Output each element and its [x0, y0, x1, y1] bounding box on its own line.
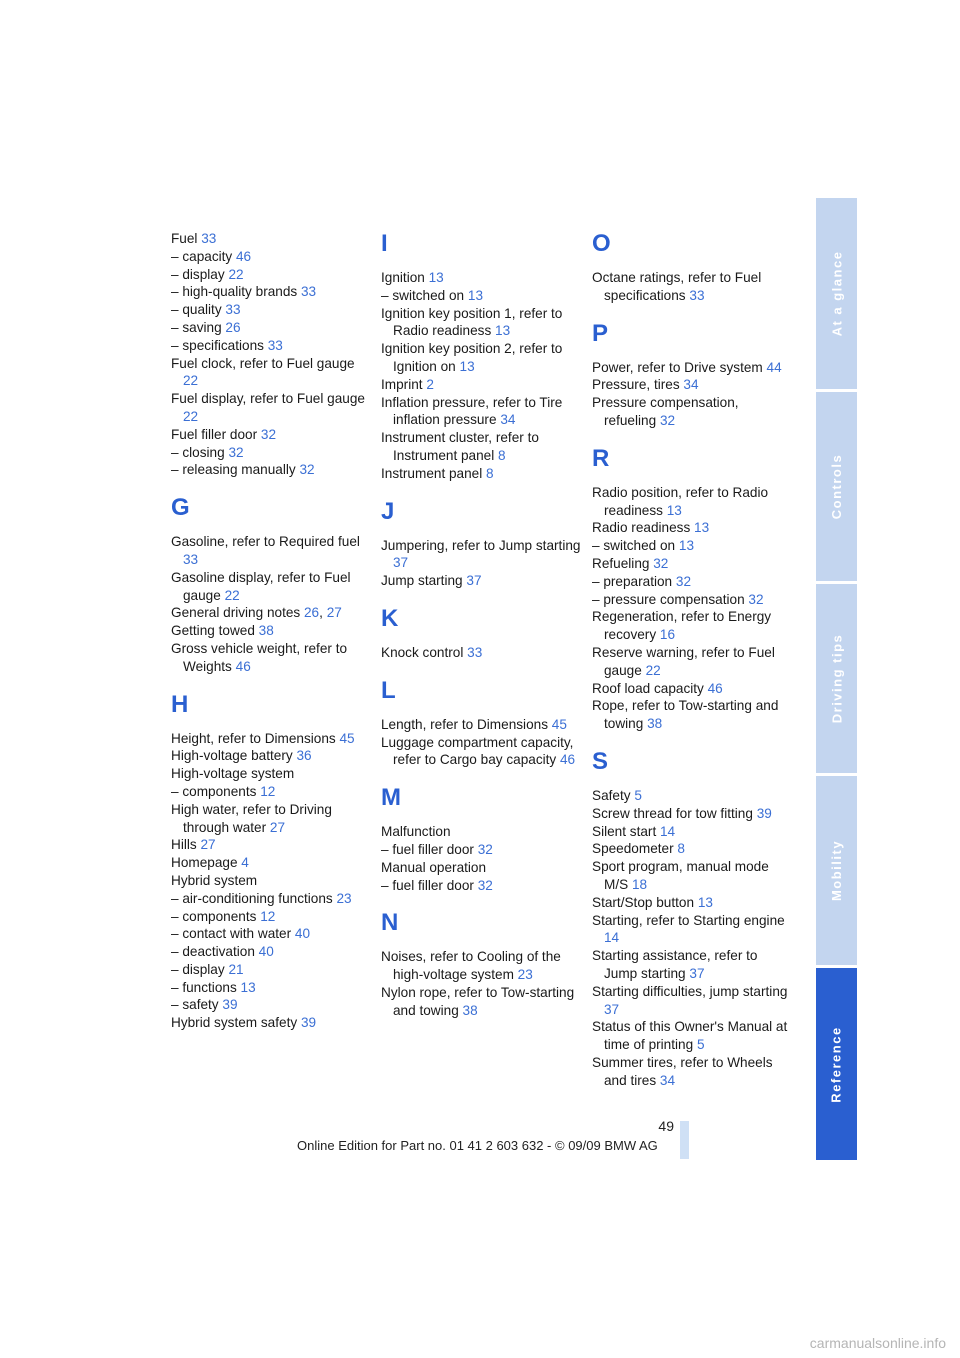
index-entry — [171, 248, 371, 266]
page-link[interactable]: 26 — [304, 605, 320, 621]
index-entry — [592, 1018, 792, 1054]
index-entry-text: Roof load capacity — [592, 680, 704, 696]
index-entry — [171, 569, 371, 605]
index-entry-text: Malfunction — [381, 824, 451, 840]
page-link[interactable]: 46 — [235, 658, 251, 674]
index-entry-text: – functions — [171, 979, 237, 995]
index-entry-text: – air-conditioning functions — [171, 890, 333, 906]
index-entry — [381, 429, 581, 465]
page-link[interactable]: 32 — [299, 462, 315, 478]
index-entry-text: Starting, refer to Starting engine — [592, 912, 785, 928]
index-entry-text: – high-quality brands — [171, 284, 298, 300]
page-link[interactable]: 44 — [766, 359, 782, 375]
page-link[interactable]: 33 — [183, 551, 199, 567]
index-entry-text: Height, refer to Dimensions — [171, 730, 336, 746]
index-letter-heading: G — [171, 494, 190, 522]
sidebar-tab-at-a-glance[interactable] — [816, 198, 857, 389]
index-entry — [592, 805, 792, 823]
page-link[interactable]: 33 — [467, 644, 483, 660]
index-entry-text: Starting difficulties, jump starting — [592, 983, 788, 999]
page-link[interactable]: 36 — [296, 748, 312, 764]
index-entry-text: Getting towed — [171, 623, 255, 639]
index-entry — [171, 640, 371, 676]
page-link[interactable]: 22 — [228, 266, 244, 282]
page-link[interactable]: 27 — [200, 837, 216, 853]
index-entry — [171, 355, 371, 391]
index-entry — [381, 269, 581, 287]
index-entry — [381, 859, 581, 877]
index-entry — [171, 836, 371, 854]
page-number: 49 — [658, 1118, 674, 1134]
index-entry — [171, 1014, 371, 1032]
index-entry-text: Sport program, manual mode M/S — [592, 859, 769, 892]
page-link[interactable]: 13 — [428, 270, 444, 285]
index-entry — [171, 925, 371, 943]
index-entry — [171, 747, 371, 765]
index-entry — [592, 269, 792, 305]
watermark: carmanualsonline.info — [809, 1335, 946, 1351]
index-entry — [171, 943, 371, 961]
index-entry — [381, 644, 581, 662]
sidebar-tab-label: At a glance — [829, 250, 845, 337]
page-link[interactable]: 37 — [604, 1001, 620, 1017]
index-entry — [381, 572, 581, 590]
page-link[interactable]: 8 — [498, 447, 506, 463]
index-entry-text: Ignition — [381, 270, 425, 285]
page-link[interactable]: 23 — [517, 967, 533, 983]
index-entry — [171, 996, 371, 1014]
index-column-2 — [381, 230, 581, 1020]
page-link[interactable]: 13 — [467, 287, 484, 303]
page-link[interactable]: 13 — [666, 502, 682, 518]
index-entry-text: – switched on — [381, 287, 465, 303]
index-entry — [592, 840, 792, 858]
page-link[interactable]: 16 — [659, 627, 676, 643]
page-link[interactable]: 23 — [336, 890, 352, 906]
index-entry — [171, 783, 371, 801]
index-entry-text: – safety — [171, 997, 219, 1013]
page-link[interactable]: 27 — [326, 605, 342, 621]
index-entry-text: – switched on — [592, 538, 676, 554]
index-entry — [171, 533, 371, 569]
index-letter-heading: L — [381, 676, 396, 704]
index-entry — [381, 394, 581, 430]
index-entry-text: Imprint — [381, 376, 423, 392]
index-letter-heading: P — [592, 319, 609, 347]
page-link[interactable]: 39 — [222, 997, 238, 1013]
index-entry — [171, 730, 371, 748]
page-link[interactable]: 22 — [224, 587, 240, 603]
index-entry — [592, 912, 792, 948]
index-entry-text: – releasing manually — [171, 462, 296, 478]
index-entry: General driving notes 26, 27 — [171, 605, 342, 621]
page-link[interactable]: 46 — [236, 248, 252, 264]
index-entry-text: Luggage compartment capacity, refer to Cargo bay capacity — [381, 734, 574, 768]
page-link[interactable]: 45 — [339, 730, 355, 746]
page-link[interactable]: 33 — [201, 231, 217, 246]
index-entry — [171, 266, 371, 284]
index-entry-text: Ignition key position 1, refer to Radio readiness — [381, 305, 563, 339]
index-entry-text: Power, refer to Drive system — [592, 359, 763, 375]
index-entry-text: High-voltage battery — [171, 748, 293, 764]
page-link[interactable]: 13 — [678, 538, 695, 554]
index-entry — [592, 644, 792, 680]
index-entry — [592, 394, 792, 430]
index-entry — [171, 890, 371, 908]
index-entry-text: Gross vehicle weight, refer to Weights — [171, 640, 348, 674]
index-entry-text: – components — [171, 908, 257, 924]
index-entry-text: Hybrid system safety — [171, 1015, 298, 1031]
index-entry — [171, 301, 371, 319]
index-entry-text: Inflation pressure, refer to Tire inflation pressure — [381, 394, 563, 428]
index-entry — [592, 947, 792, 983]
page-link[interactable]: 34 — [683, 377, 699, 393]
index-entry-text: Octane ratings, refer to Fuel specifications — [592, 270, 762, 303]
index-entry-text: Knock control — [381, 644, 464, 660]
index-entry-text: Jumpering, refer to Jump starting — [381, 537, 581, 553]
index-entry-text: Hills — [171, 837, 197, 853]
index-entry-text: Radio position, refer to Radio readiness — [592, 484, 769, 518]
page-link[interactable]: 26 — [225, 319, 241, 335]
index-column-3 — [592, 230, 792, 1089]
index-entry-text: Silent start — [592, 823, 657, 839]
page-link[interactable]: 38 — [647, 716, 663, 732]
index-letter-heading: H — [171, 690, 189, 718]
index-entry-text: – closing — [171, 444, 225, 460]
footer-accent-bar — [680, 1121, 689, 1159]
index-entry — [592, 537, 792, 555]
page-link[interactable]: 45 — [551, 716, 567, 732]
index-entry — [592, 787, 792, 805]
index-entry — [381, 716, 581, 734]
page-link[interactable]: 33 — [689, 287, 705, 303]
page-link[interactable]: 8 — [486, 465, 494, 481]
index-entry-text: Start/Stop button — [592, 894, 695, 910]
index-entry-text: Instrument cluster, refer to Instrument panel — [381, 430, 539, 463]
index-letter-heading: R — [592, 444, 610, 472]
page-link[interactable]: 13 — [459, 358, 475, 374]
index-entry — [171, 961, 371, 979]
index-entry-text: Gasoline, refer to Required fuel — [171, 534, 360, 550]
index-entry-text: Summer tires, refer to Wheels and tires — [592, 1054, 773, 1088]
page-link[interactable]: 34 — [659, 1072, 676, 1088]
index-entry — [592, 555, 792, 573]
index-letter-heading: N — [381, 909, 399, 937]
page-link[interactable]: 13 — [495, 323, 511, 339]
index-letter-heading: S — [592, 747, 609, 775]
index-entry — [171, 622, 371, 640]
index-entry — [592, 680, 792, 698]
index-entry-text: – display — [171, 266, 225, 282]
index-entry — [592, 573, 792, 591]
page-link[interactable]: 22 — [645, 662, 661, 678]
index-entry-text: Hybrid system — [171, 872, 258, 888]
index-entry-text: Speedometer — [592, 841, 674, 857]
page-link[interactable]: 46 — [707, 680, 723, 696]
index-entry — [171, 801, 371, 837]
index-entry-text: – contact with water — [171, 926, 292, 942]
index-entry-text: Homepage — [171, 855, 238, 871]
index-entry — [592, 894, 792, 912]
index-entry-text: High water, refer to Driving through water — [171, 801, 332, 835]
sidebar-tab-mobility[interactable] — [816, 776, 857, 965]
index-entry-text: – saving — [171, 319, 222, 335]
index-entry-text: Safety — [592, 787, 631, 803]
index-entry-text: High-voltage system — [171, 766, 295, 782]
sidebar-tab-label: Driving tips — [829, 633, 845, 724]
index-letter-heading: K — [381, 604, 399, 632]
index-entry — [171, 765, 371, 783]
page-link[interactable]: 5 — [634, 787, 642, 803]
page-link[interactable]: 32 — [653, 555, 669, 571]
index-entry — [592, 1054, 792, 1090]
index-entry-text: – fuel filler door — [381, 841, 474, 857]
index-entry — [381, 948, 581, 984]
index-entry-text: Fuel display, refer to Fuel gauge — [171, 391, 365, 407]
page-link[interactable]: 4 — [241, 855, 249, 871]
index-entry — [381, 537, 581, 573]
index-entry-text: – components — [171, 783, 257, 799]
index-entry — [592, 697, 792, 733]
index-letter-heading: J — [381, 497, 395, 525]
page-link[interactable]: 32 — [477, 841, 493, 857]
index-entry-text: – specifications — [171, 337, 264, 353]
index-entry-text: – quality — [171, 302, 222, 318]
index-entry-text: Rope, refer to Tow-starting and towing — [592, 698, 779, 732]
index-entry-text: – deactivation — [171, 944, 255, 960]
index-entry-text: General driving notes — [171, 605, 301, 621]
index-entry-text: – fuel filler door — [381, 877, 474, 893]
index-entry — [381, 877, 581, 895]
index-entry — [171, 390, 371, 426]
index-letter-heading: O — [592, 230, 611, 257]
index-entry — [381, 305, 581, 341]
sidebar-tab-label: Reference — [829, 1025, 844, 1103]
index-entry — [381, 734, 581, 770]
page-link[interactable]: 37 — [689, 965, 705, 981]
index-entry-text: Pressure compensation, refueling — [592, 395, 739, 428]
index-entry-text: – capacity — [171, 248, 233, 264]
page-link[interactable]: 13 — [697, 894, 713, 910]
page-link[interactable]: 38 — [462, 1002, 478, 1018]
index-column-1 — [171, 230, 371, 1032]
page-link[interactable]: 22 — [183, 373, 199, 389]
page-link[interactable]: 32 — [477, 877, 493, 893]
index-entry — [592, 858, 792, 894]
page-link[interactable]: 37 — [393, 555, 409, 571]
index-entry-text: Length, refer to Dimensions — [381, 716, 548, 732]
index-letter-heading: M — [381, 784, 401, 812]
page-link[interactable]: 33 — [300, 284, 317, 300]
index-entry-text: Fuel — [171, 231, 198, 246]
page-link[interactable]: 40 — [258, 944, 274, 960]
index-entry-text: Ignition key position 2, refer to Ignition on — [381, 341, 563, 374]
index-entry-text: Status of this Owner's Manual at time of printing — [592, 1019, 788, 1053]
page-link[interactable]: 38 — [258, 623, 274, 639]
page-link[interactable]: 32 — [675, 573, 692, 589]
page-link[interactable]: 32 — [748, 591, 764, 607]
index-entry — [171, 908, 371, 926]
index-entry-text: Regeneration, refer to Energy recovery — [592, 609, 772, 643]
index-entry-text: – pressure compensation — [592, 591, 745, 607]
page-link[interactable]: 2 — [426, 376, 434, 392]
page-link[interactable]: 39 — [300, 1015, 317, 1031]
index-entry-text: Screw thread for tow fitting — [592, 805, 753, 821]
page-link[interactable]: 12 — [260, 908, 276, 924]
index-entry — [171, 444, 371, 462]
page-link[interactable]: 32 — [260, 426, 277, 442]
page-link[interactable]: 37 — [466, 573, 482, 589]
page-link[interactable]: 13 — [694, 520, 710, 536]
page-link[interactable]: 13 — [240, 979, 256, 995]
index-entry — [171, 337, 371, 355]
page-link[interactable]: 21 — [228, 961, 244, 977]
index-entry — [592, 983, 792, 1019]
page-link[interactable]: 14 — [604, 930, 620, 946]
page-link[interactable]: 22 — [183, 408, 199, 424]
index-entry — [381, 841, 581, 859]
index-entry — [171, 283, 371, 301]
index-entry-text: Gasoline display, refer to Fuel gauge — [171, 569, 351, 603]
index-entry-text: Noises, refer to Cooling of the high-voltage system — [381, 949, 561, 983]
index-entry — [171, 461, 371, 479]
index-entry-text: – preparation — [592, 573, 673, 589]
index-entry — [592, 591, 792, 609]
page-link[interactable]: 32 — [659, 412, 676, 428]
page-link[interactable]: 14 — [660, 823, 676, 839]
page-link[interactable]: 5 — [696, 1037, 705, 1053]
sidebar-tab-reference[interactable] — [816, 968, 857, 1160]
sidebar-tab-label: Mobility — [829, 839, 845, 902]
index-entry-text: Radio readiness — [592, 520, 691, 536]
index-entry-text: Reserve warning, refer to Fuel gauge — [592, 644, 775, 678]
sidebar-tab-controls[interactable] — [816, 392, 857, 581]
page-link[interactable]: 33 — [267, 337, 283, 353]
page-link[interactable]: 39 — [756, 805, 772, 821]
index-letter-heading: I — [381, 230, 388, 257]
index-entry — [381, 340, 581, 376]
index-entry-text: Instrument panel — [381, 465, 483, 481]
index-entry — [171, 319, 371, 337]
index-entry-text: Nylon rope, refer to Tow-starting and towing — [381, 984, 575, 1018]
page-link[interactable]: 46 — [560, 752, 576, 768]
page-link[interactable]: 40 — [294, 926, 311, 942]
index-entry — [171, 230, 371, 248]
sidebar-tab-label: Controls — [829, 453, 845, 520]
page-link[interactable]: 18 — [631, 876, 648, 892]
index-entry — [592, 376, 792, 394]
page-link[interactable]: 33 — [225, 302, 241, 318]
index-entry — [592, 484, 792, 520]
page-link[interactable]: 12 — [260, 783, 276, 799]
index-entry-text: Fuel filler door — [171, 426, 258, 442]
index-entry — [171, 872, 371, 890]
index-entry — [381, 465, 581, 483]
sidebar-tab-driving-tips[interactable] — [816, 584, 857, 773]
index-entry — [592, 359, 792, 377]
page-link[interactable]: 32 — [228, 444, 244, 460]
index-entry-text: Fuel clock, refer to Fuel gauge — [171, 355, 355, 371]
edition-line: Online Edition for Part no. 01 41 2 603 632 - © 09/09 BMW AG — [297, 1138, 658, 1153]
index-entry — [171, 426, 371, 444]
index-entry — [592, 608, 792, 644]
index-entry-text: Pressure, tires — [592, 377, 680, 393]
index-entry — [381, 287, 581, 305]
page-link[interactable]: 34 — [500, 412, 516, 428]
index-entry — [381, 984, 581, 1020]
index-entry — [171, 979, 371, 997]
index-entry-text: Refueling — [592, 555, 650, 571]
index-entry-text: Starting assistance, refer to Jump starting — [592, 948, 758, 981]
index-entry-text: Manual operation — [381, 859, 487, 875]
page-link[interactable]: 27 — [269, 819, 286, 835]
index-entry — [171, 854, 371, 872]
index-entry — [592, 519, 792, 537]
index-entry — [381, 376, 581, 394]
index-entry-text: Jump starting — [381, 573, 463, 589]
index-entry-text: – display — [171, 961, 225, 977]
index-entry — [381, 823, 581, 841]
page-link[interactable]: 8 — [677, 841, 685, 857]
index-entry — [592, 823, 792, 841]
